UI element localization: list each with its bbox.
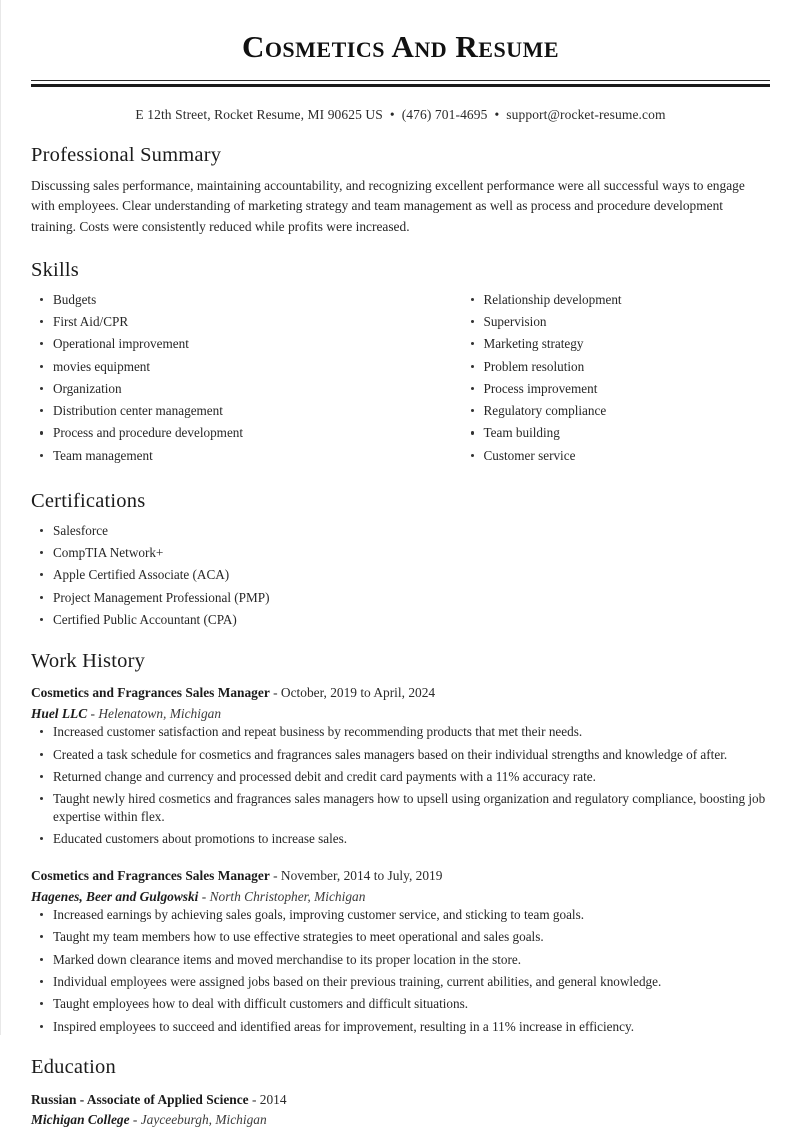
section-skills xyxy=(31,258,770,469)
skills-list-left xyxy=(31,291,401,465)
job-company-dash: - xyxy=(87,705,99,721)
work-history-entry xyxy=(31,866,770,1035)
list-item: Project Management Professional (PMP) xyxy=(31,589,770,607)
section-title-summary: Professional Summary xyxy=(31,144,222,167)
education-entry xyxy=(31,1090,770,1130)
list-item: Team building xyxy=(462,424,771,442)
section-education xyxy=(31,1055,770,1129)
contact-separator-2: • xyxy=(494,107,500,123)
list-item: Taught my team members how to use effective strategies to meet operational and sales goals. xyxy=(31,928,770,946)
job-company: Hagenes, Beer and Gulgowski xyxy=(31,888,199,904)
list-item: Process and procedure development xyxy=(31,424,401,442)
job-location: North Christopher, Michigan xyxy=(209,888,366,904)
contact-separator-1: • xyxy=(389,107,395,123)
job-dates: November, 2014 to July, 2019 xyxy=(280,868,443,884)
list-item: Relationship development xyxy=(462,291,771,309)
list-item: Team management xyxy=(31,447,401,465)
list-item: Taught employees how to deal with difficult customers and difficult situations. xyxy=(31,995,770,1013)
contact-address: E 12th Street, Rocket Resume, MI 90625 US xyxy=(135,107,383,123)
section-title-education: Education xyxy=(31,1056,116,1079)
skills-list-right xyxy=(462,291,771,465)
resume-header xyxy=(31,30,770,123)
list-item: Created a task schedule for cosmetics and fragrances sales managers based on their individual strengths and knowledge of after. xyxy=(31,746,770,764)
section-title-skills: Skills xyxy=(31,258,79,281)
list-item: Customer service xyxy=(462,447,771,465)
job-location: Helenatown, Michigan xyxy=(98,705,222,721)
list-item: Salesforce xyxy=(31,522,770,540)
list-item: First Aid/CPR xyxy=(31,313,401,331)
list-item: Regulatory compliance xyxy=(462,402,771,420)
job-title-line xyxy=(31,683,770,702)
list-item: Increased earnings by achieving sales goals, improving customer service, and sticking to team goals. xyxy=(31,906,770,924)
list-item: Problem resolution xyxy=(462,358,771,376)
job-dates: October, 2019 to April, 2024 xyxy=(280,685,436,701)
list-item: Apple Certified Associate (ACA) xyxy=(31,566,770,584)
header-divider xyxy=(31,80,770,87)
education-school: Michigan College xyxy=(31,1112,130,1128)
section-work-history xyxy=(31,649,770,1036)
section-certifications xyxy=(31,489,770,629)
divider-thick-line xyxy=(31,84,770,87)
education-location: Jayceeburgh, Michigan xyxy=(140,1112,267,1128)
education-school-line xyxy=(31,1110,770,1129)
contact-phone: (476) 701-4695 xyxy=(401,107,488,123)
list-item: Operational improvement xyxy=(31,335,401,353)
section-title-certifications: Certifications xyxy=(31,490,146,513)
job-title-dash: - xyxy=(269,868,281,884)
candidate-name: Cosmetics And Resume xyxy=(241,29,560,64)
contact-line xyxy=(31,107,770,123)
education-year: 2014 xyxy=(259,1091,287,1107)
skills-columns xyxy=(31,291,770,470)
list-item: Educated customers about promotions to increase sales. xyxy=(31,830,770,848)
education-school-dash: - xyxy=(129,1112,141,1128)
list-item: Taught newly hired cosmetics and fragrances sales managers how to upsell using organization and regulatory compliance, boosting job expertise within flex. xyxy=(31,790,770,826)
summary-text: Discussing sales performance, maintaining accountability, and recognizing excellent performance were all successful ways to engage with employees. Clear understanding of marketing strategy and team management as well as process and procedure development training. Costs were consistently reduced while profits were increased. xyxy=(31,177,745,235)
list-item: Certified Public Accountant (CPA) xyxy=(31,611,770,629)
job-title-dash: - xyxy=(269,685,281,701)
list-item: Budgets xyxy=(31,291,401,309)
list-item: Increased customer satisfaction and repeat business by recommending products that met their needs. xyxy=(31,723,770,741)
education-degree-line xyxy=(31,1090,770,1109)
list-item: Inspired employees to succeed and identified areas for improvement, resulting in a 11% increase in efficiency. xyxy=(31,1018,770,1036)
education-degree: Russian - Associate of Applied Science xyxy=(31,1091,249,1107)
job-bullets-list xyxy=(31,906,770,1035)
contact-email: support@rocket-resume.com xyxy=(506,107,666,123)
list-item: Marked down clearance items and moved merchandise to its proper location in the store. xyxy=(31,951,770,969)
job-title: Cosmetics and Fragrances Sales Manager xyxy=(31,685,270,701)
job-title-line xyxy=(31,866,770,885)
list-item: CompTIA Network+ xyxy=(31,544,770,562)
list-item: Individual employees were assigned jobs based on their previous training, current abilities, and general knowledge. xyxy=(31,973,770,991)
list-item: movies equipment xyxy=(31,358,401,376)
list-item: Process improvement xyxy=(462,380,771,398)
list-item: Returned change and currency and processed debit and credit card payments with a 11% accuracy rate. xyxy=(31,768,770,786)
job-company-dash: - xyxy=(198,888,210,904)
list-item: Supervision xyxy=(462,313,771,331)
certifications-list xyxy=(31,522,770,629)
skills-column-right xyxy=(401,291,771,470)
job-company-line xyxy=(31,704,770,723)
education-degree-dash: - xyxy=(248,1091,260,1107)
list-item: Distribution center management xyxy=(31,402,401,420)
job-company-line xyxy=(31,887,770,906)
job-bullets-list xyxy=(31,723,770,848)
list-item: Marketing strategy xyxy=(462,335,771,353)
section-professional-summary xyxy=(31,143,770,238)
job-title: Cosmetics and Fragrances Sales Manager xyxy=(31,868,270,884)
work-history-entry xyxy=(31,683,770,848)
list-item: Organization xyxy=(31,380,401,398)
skills-column-left xyxy=(31,291,401,470)
job-company: Huel LLC xyxy=(31,705,88,721)
section-title-work-history: Work History xyxy=(31,649,146,672)
